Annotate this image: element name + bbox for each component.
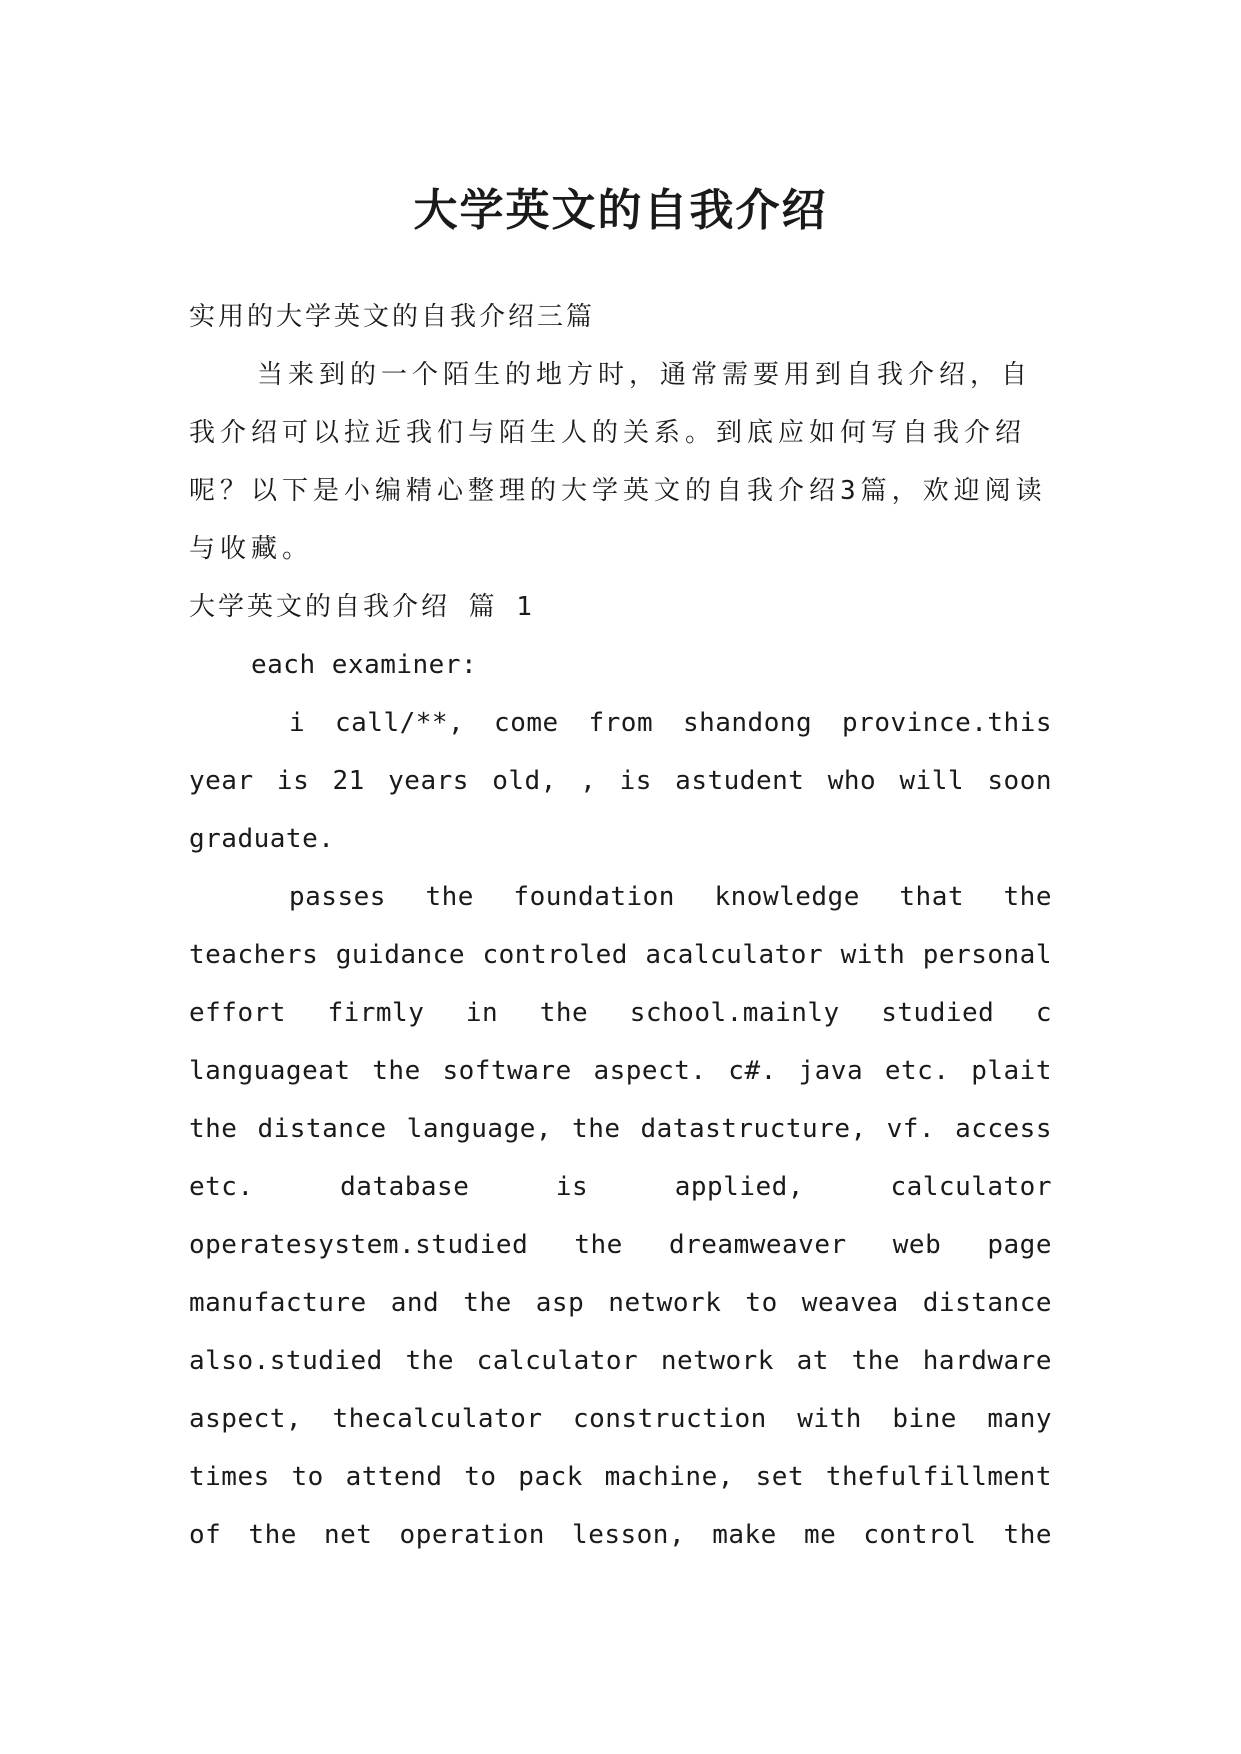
section-heading: 大学英文的自我介绍 篇 1 — [189, 592, 535, 622]
intro-paragraph: 当来到的一个陌生的地方时，通常需要用到自我介绍，自我介绍可以拉近我们与陌生人的关系。到底应如何写自我介绍呢？以下是小编精心整理的大学英文的自我介绍3篇，欢迎阅读与收藏。 — [189, 360, 1047, 564]
salutation: each examiner: — [251, 650, 478, 680]
body-paragraph-1: i call/**, come from shandong province.this year is 21 years old, , is astudent who will soon graduate. — [189, 708, 1052, 854]
document-body — [189, 288, 1052, 1564]
subtitle: 实用的大学英文的自我介绍三篇 — [189, 302, 596, 332]
body-paragraph-2: passes the foundation knowledge that the teachers guidance controled acalculator with personal effort firmly in the school.mainly studied c languageat the software aspect. c#. java etc. plait the distance language, the datastructure, vf. access etc. database is applied, calculator operatesystem.studied the dreamweaver web page manufacture and the asp network to weavea distance also.studied the calculator network at the hardware aspect, thecalculator construction with bine many times to attend to pack machine, set thefulfillment of the net operation lesson, make me control the — [189, 882, 1052, 1550]
document-title: 大学英文的自我介绍 — [413, 185, 828, 237]
